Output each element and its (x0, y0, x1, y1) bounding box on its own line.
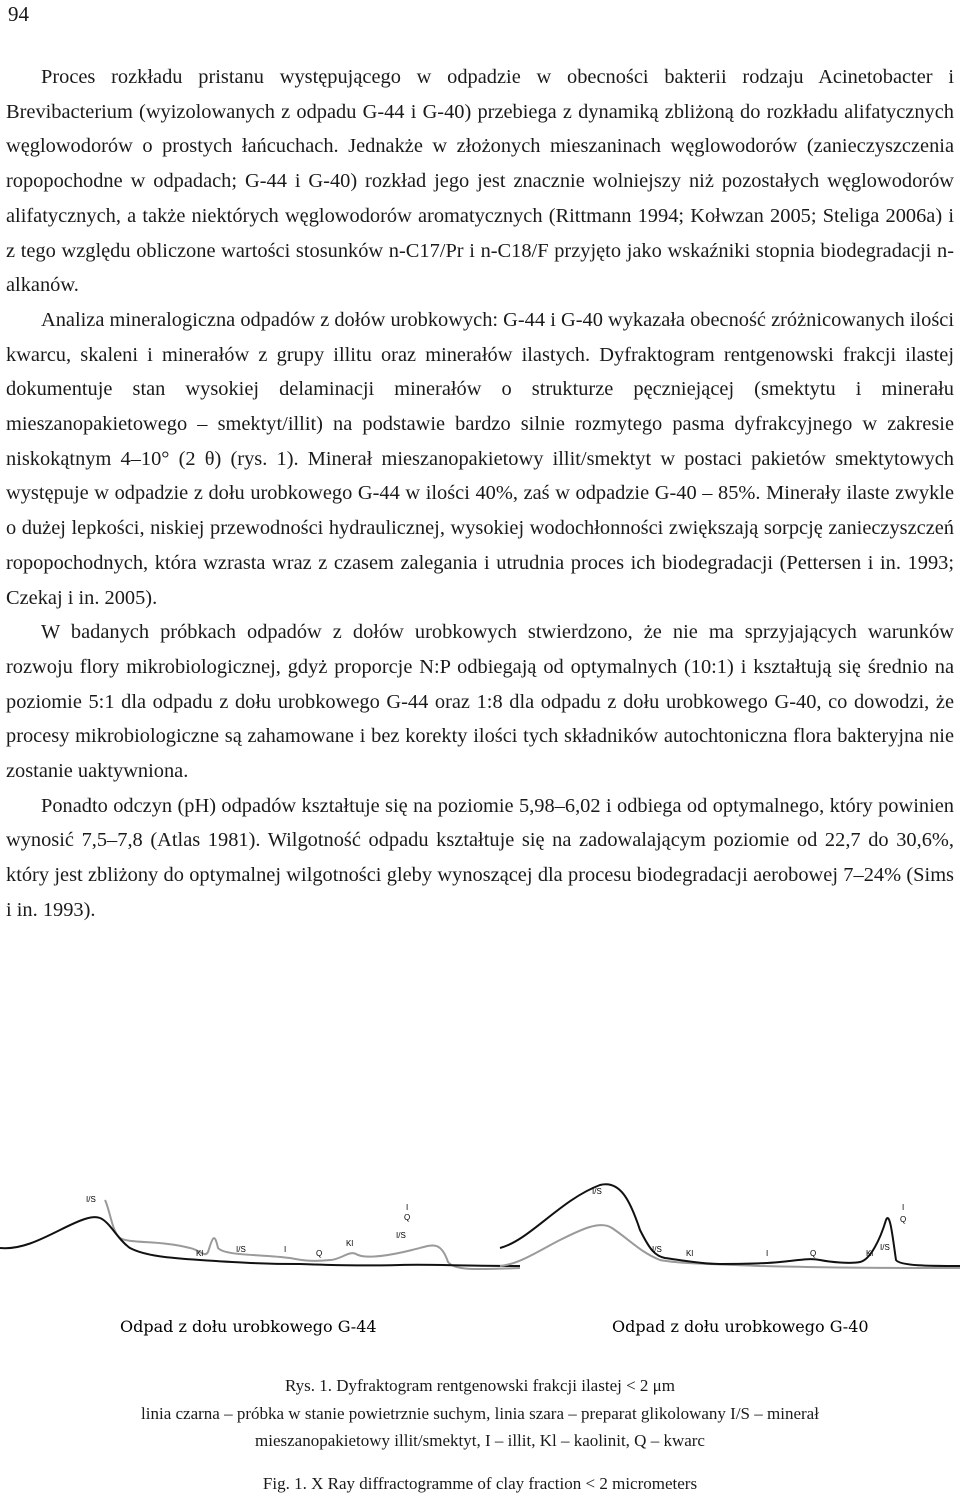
right-label-1: I/S (592, 1187, 602, 1196)
paragraph-2: Analiza mineralogiczna odpadów z dołów urobkowych: G-44 i G-40 wykazała obecność zróżnicowanych ilości kwarcu, skaleni i minerałów z grupy illitu oraz minerałów ilastych. Dyfraktogram rentgenowski frakcji ilastej dokumentuje stan wysokiej delaminacji minerałów o strukturze pęczniejącej (smektytu i minerału mieszanopakietowego – smektyt/illit) na podstawie bardzo silnie rozmytego pasma dyfrakcyjnego w zakresie niskokątnym 4–10° (2 θ) (rys. 1). Minerał mieszanopakietowy illit/smektyt w postaci pakietów smektytowych występuje w odpadzie z dołu urobkowego G-44 w ilości 40%, zaś w odpadzie G-40 – 85%. Minerały ilaste zwykle o dużej lepkości, niskiej przewodności hydraulicznej, wysokiej wodochłonności zwiększają sorpcję zanieczyszczeń ropopochodnych, która wzrasta wraz z czasem zalegania i utrudnia proces ich biodegradacji (Pettersen i in. 1993; Czekaj i in. 2005). (6, 308, 954, 609)
right-label-2: Kl (686, 1249, 694, 1258)
body-text (6, 60, 954, 928)
right-panel-title: Odpad z dołu urobkowego G-40 (612, 1317, 869, 1336)
figure-caption-line-3: mieszanopakietowy illit/smektyt, I – illit, Kl – kaolinit, Q – kwarc (255, 1431, 705, 1450)
paragraph-4: Ponadto odczyn (pH) odpadów kształtuje się na poziomie 5,98–6,02 i odbiega od optymalnego, który powinien wynosić 7,5–7,8 (Atlas 1981). Wilgotność odpadu kształtuje się na zadowalającym poziomie od 22,7 do 30,6%, który jest zbliżony do optymalnej wilgotności gleby wynoszącej dla procesu biodegradacji aerobowej 7–24% (Sims i in. 1993). (6, 794, 954, 921)
left-panel-title: Odpad z dołu urobkowego G-44 (120, 1317, 377, 1336)
figure-caption-line-2: linia czarna – próbka w stanie powietrznie suchym, linia szara – preparat glikolowany I/S – minerał (141, 1404, 819, 1423)
left-label-6: Kl (346, 1239, 354, 1248)
left-black-curve (0, 1217, 520, 1266)
paragraph-1: Proces rozkładu pristanu występującego w odpadzie w obecności bakterii rodzaju Acinetobacter i Brevibacterium (wyizolowanych z odpadu G-44 i G-40) przebiega z dynamiką zbliżoną do rozkładu alifatycznych węglowodorów o prostych łańcuchach. Jednakże w złożonych mieszaninach węglowodorów (zanieczyszczenia ropopochodne w odpadach; G-44 i G-40) rozkład jego jest znacznie wolniejszy niż pozostałych węglowodorów alifatycznych, a także niektórych węglowodorów aromatycznych (Rittmann 1994; Kołwzan 2005; Steliga 2006a) i z tego względu obliczone wartości stosunków n-C17/Pr i n-C18/F przyjęto jako wskaźniki stopnia biodegradacji n-alkanów. (6, 66, 954, 297)
left-label-4: I (284, 1245, 287, 1254)
left-label-7: I/S (396, 1231, 406, 1240)
figure-caption-english: Fig. 1. X Ray diffractogramme of clay fraction < 2 micrometers (262, 1474, 698, 1493)
right-black-curve (500, 1184, 960, 1266)
left-label-2: Kl (196, 1249, 204, 1258)
right-label-6: Kl (866, 1249, 874, 1258)
xrd-figure (0, 1180, 960, 1350)
right-label-9: Q (900, 1215, 907, 1224)
right-label-8: I (902, 1203, 905, 1212)
left-label-8: Q (404, 1213, 411, 1222)
right-label-7: I/S (880, 1243, 890, 1252)
left-diffractogram (0, 1195, 520, 1336)
left-label-3: I/S (236, 1245, 246, 1254)
left-label-5: Q (316, 1249, 323, 1258)
right-diffractogram (500, 1184, 960, 1336)
diffractogram-svg (0, 1180, 960, 1350)
left-label-1: I/S (86, 1195, 96, 1204)
paragraph-3: W badanych próbkach odpadów z dołów urobkowych stwierdzono, że nie ma sprzyjających warunków rozwoju flory mikrobiologicznej, gdyż proporcje N:P odbiegają od optymalnych (10:1) i kształtują się średnio na poziomie 5:1 dla odpadu z dołu urobkowego G-44 oraz 1:8 dla odpadu z dołu urobkowego G-40, co dowodzi, że procesy mikrobiologiczne są zahamowane i bez korekty ilości tych składników autochtoniczna flora bakteryjna nie zostanie uaktywniona. (6, 621, 954, 783)
figure-caption-line-1: Rys. 1. Dyfraktogram rentgenowski frakcji ilastej < 2 μm (284, 1376, 676, 1395)
right-label-4: I (766, 1249, 769, 1258)
left-label-9: I (406, 1203, 409, 1212)
page-number: 94 (8, 2, 29, 26)
right-label-5: Q (810, 1249, 817, 1258)
left-gray-curve (105, 1200, 520, 1269)
right-label-3: I/S (652, 1245, 662, 1254)
